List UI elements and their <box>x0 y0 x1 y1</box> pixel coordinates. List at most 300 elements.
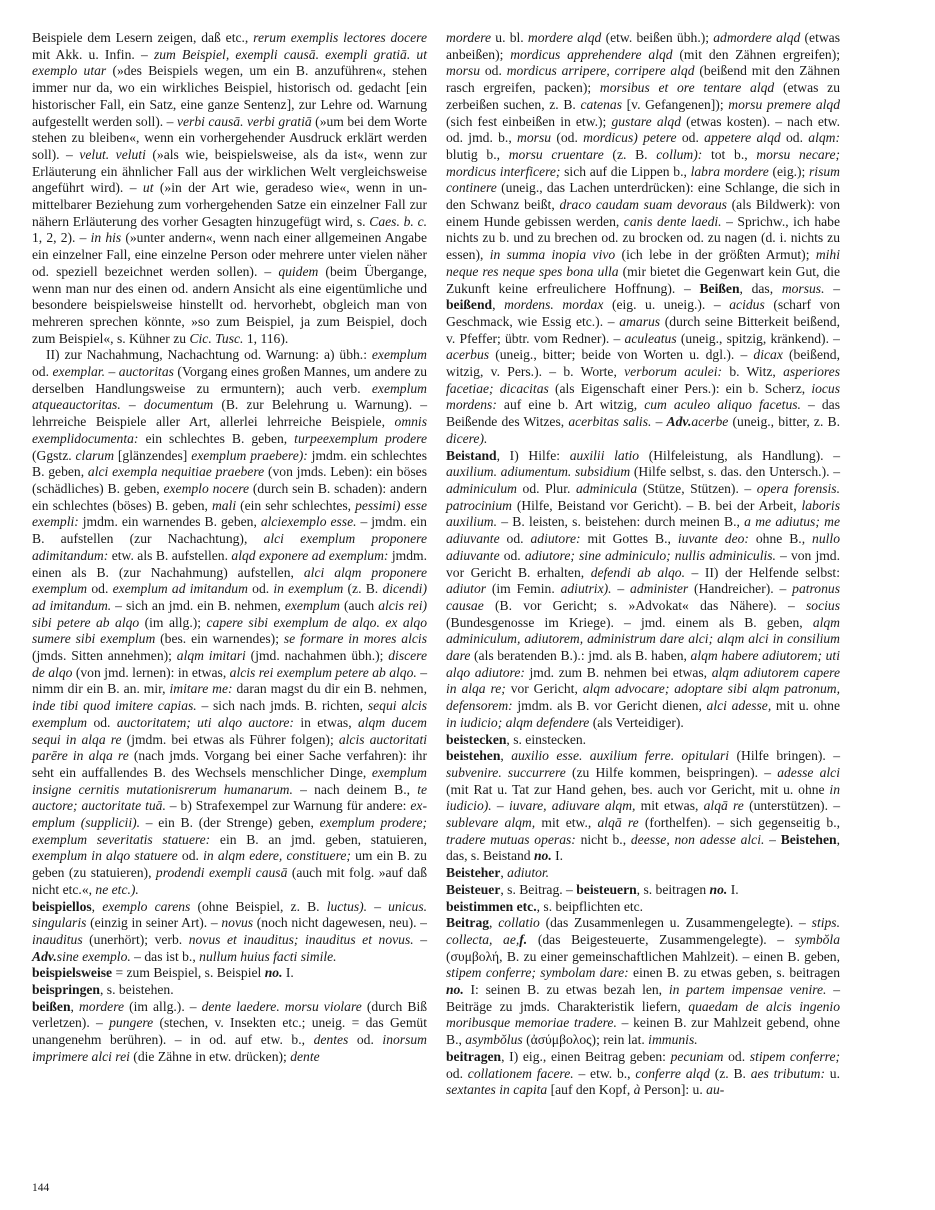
dictionary-entry <box>446 448 840 732</box>
headword: beißend <box>446 297 493 313</box>
entry-text: Beispiele dem Lesern zeigen, daß etc., <box>32 30 254 45</box>
latin-term: asymbŏlus <box>465 1032 523 1048</box>
entry-text: (z. B. <box>709 1065 751 1081</box>
latin-term: labra mordere <box>690 163 769 179</box>
latin-term: alci alqm proponere exemplum <box>32 564 427 597</box>
entry-text: Person]: u. <box>640 1082 707 1098</box>
headword: beistehen <box>446 748 501 764</box>
entry-text: (scharf von Geschmack, wie Essig etc.). – <box>446 297 841 329</box>
latin-term: luctus). <box>326 898 368 914</box>
latin-term: inauditus <box>32 931 83 947</box>
entry-text: (Handreicher). – <box>688 581 793 597</box>
latin-term: inde tibi quod imitere capias. <box>32 698 197 714</box>
latin-term: morsu cruentare <box>508 146 604 162</box>
latin-term: administer <box>630 581 689 597</box>
entry-text: mit Gottes B., <box>580 531 678 547</box>
entry-text: od. <box>87 581 113 597</box>
latin-term: sine exemplo. <box>56 948 131 964</box>
latin-term: exemplum <box>284 597 340 613</box>
dictionary-entry <box>446 748 840 865</box>
dictionary-entry <box>446 899 840 916</box>
entry-text: (beim Übergange, wenn man nur des einen od. andern Ansicht als eine eigentümliche und besondere beispielsweise hinstellt od. hervorhebt, obgleich man von mehreren sprechen könnte, »so zum Beispiel, ja zum Beispiel, doch zum Beispiel«, s. Kühner zu <box>32 263 427 346</box>
latin-term: mordere <box>78 998 125 1014</box>
latin-term: à <box>633 1082 641 1098</box>
latin-term: exemplum <box>371 347 427 363</box>
entry-text: no. <box>264 965 283 981</box>
entry-text: (stechen, v. Insekten etc.; uneig. = das Gemüt unangenehm berühren). – in od. auf etw. b., <box>32 1015 427 1048</box>
entry-text: (etwas kosten). – nach etw. od. jmd. b., <box>446 113 841 146</box>
latin-term: socius <box>806 597 840 613</box>
entry-text: (Vorgang eines großen Mannes, um andere zu derselben Handlungsweise zu ermuntern); auch verb. <box>32 364 428 396</box>
entry-text: (bes. ein warnendes); <box>155 631 284 647</box>
latin-term: prodendi exempli causā <box>155 865 288 881</box>
entry-text: 1, 116). <box>243 330 289 346</box>
entry-text: II) zur Nachahmung, Nachachtung od. Warnung: a) übh.: <box>46 347 372 363</box>
entry-text: (etw. beißen übh.); <box>601 30 714 45</box>
entry-text: (Stütze, Stützen). – <box>637 480 757 496</box>
entry-text: (forthelfen). – sich gegenseitig b., <box>638 815 841 831</box>
entry-text: od. <box>480 63 507 79</box>
entry-text: (die Zähne in etw. drücken); <box>129 1048 291 1064</box>
entry-text: – <box>104 364 119 380</box>
left-column <box>32 30 427 1066</box>
headword: beispringen <box>32 982 100 998</box>
latin-term: mali <box>211 497 237 513</box>
entry-text: (jmdm. bei etwas als Führer folgen); <box>121 731 339 747</box>
entry-text: od. <box>780 130 809 146</box>
dictionary-entry <box>32 999 427 1066</box>
entry-text: (B. vor Gericht; s. »Advokat« das Nähere). – <box>483 597 807 613</box>
latin-term: alqā re <box>703 798 744 814</box>
entry-text: – von jmd. vor Gericht B. erhalten, <box>446 547 840 580</box>
entry-text: – <box>824 280 840 296</box>
entry-text: (unerhört); verb. <box>82 931 189 947</box>
latin-term: catenas <box>580 96 622 112</box>
latin-term: verbi causā. verbi gratiā <box>176 113 312 129</box>
latin-term: deesse, non adesse alci. <box>630 831 765 847</box>
entry-text: – jmdm. ein B. aufstellen (zur Nachachtung), <box>32 514 427 547</box>
entry-text: (als Bildwerk): von einem Hunde gebissen werden, <box>446 197 841 229</box>
entry-text: [glänzendes] <box>114 447 192 463</box>
latin-term: alcis rei) sibi petere ab alqo <box>32 597 427 630</box>
latin-term: imitare me: <box>169 681 233 697</box>
latin-term: exemplum in alqo statuere <box>32 848 178 864</box>
entry-text: , <box>492 297 505 313</box>
latin-term: omnis exemplidocumenta: <box>32 414 427 446</box>
latin-term: cum aculeo aliquo facetus. <box>644 397 801 413</box>
entry-text: , das, s. Beistand <box>446 831 840 864</box>
latin-term: se formare in mores alcis <box>283 631 427 647</box>
headword: Beißen <box>699 280 740 296</box>
latin-term: iocus mordens: <box>446 380 841 413</box>
entry-text: Adv. <box>32 948 57 964</box>
entry-text: mit etwas, <box>635 798 704 814</box>
latin-term: conferre alqd <box>635 1065 710 1081</box>
latin-term: capere sibi exemplum de alqo. ex alqo sumere sibi exemplum <box>32 614 427 647</box>
entry-text: od. <box>499 547 525 563</box>
entry-text: (»in der Art wie, geradeso wie«, wenn in unmittelbarer Beziehung zum vorhergehenden Satze ein einzelner Fall zur nähern Erläuterung des vorher Gesagten hinzugefügt wird, s. <box>32 180 427 229</box>
latin-term: nullo adiuvante <box>446 531 840 563</box>
entry-text: 1, 2, 2). – <box>32 230 91 246</box>
latin-term: defendi ab alqo. <box>590 564 685 580</box>
latin-term: exemplum insigne cernitis mutationisrerum humanarum. <box>32 764 427 797</box>
latin-term: aes tributum: <box>750 1065 825 1081</box>
latin-term: mordicus) petere <box>583 130 677 146</box>
entry-text: – sich nach jmds. B. richten, <box>196 698 368 714</box>
entry-text: – <box>413 931 427 947</box>
latin-term: a me adiutus; me adiuvante <box>446 514 840 547</box>
entry-text: (»des Beispiels wegen, um ein B. anzuführen«, stehen immer nur da, wo ein wirkliches Beispiel, historisch od. gedacht [ein historischer Fall, ein Satz, eine ganze Sentenz], zur Lehre od. Warnung aufgestellt werden soll). – <box>32 63 427 129</box>
latin-term: gustare alqd <box>611 113 681 129</box>
headword: beitragen <box>446 1048 502 1064</box>
entry-text: (durch seine Bitterkeit beißend, v. Pfeffer; übtr. vom Redner). – <box>446 313 840 346</box>
entry-text: I. <box>727 881 739 897</box>
entry-text: no. <box>446 982 464 998</box>
entry-text: (ich lebe in der größten Armut); <box>615 247 816 263</box>
latin-term: turpeexemplum prodere <box>294 430 427 446</box>
entry-text: od. <box>446 1065 468 1081</box>
entry-text: jmdm. einen als B. (zur Nachahmung) aufstellen, <box>32 547 427 580</box>
latin-term: adiutor <box>446 581 487 597</box>
entry-text: (Ggstz. <box>32 447 76 463</box>
latin-term: canis dente laedi. <box>623 213 722 229</box>
page-number: 144 <box>32 1182 50 1194</box>
entry-text: , s. beitragen <box>636 881 710 897</box>
latin-term: quidem <box>278 263 319 279</box>
entry-text: , s. beistehen. <box>99 982 174 998</box>
latin-term: morsibus et ore tentare alqd <box>599 80 775 96</box>
entry-text: u. bl. <box>491 30 528 45</box>
entry-text: (ein sehr schlechtes, <box>236 497 356 513</box>
entry-text: – das Beißende des Witzes, <box>446 397 840 430</box>
latin-term: admordere alqd <box>713 30 801 45</box>
entry-text: – <box>367 898 389 914</box>
latin-term: in iudicio). <box>446 781 840 814</box>
latin-term: ut <box>142 180 154 196</box>
entry-text: – ein B. (der Strenge) geben, <box>140 815 320 831</box>
latin-term: iuvare, adiuvare alqm, <box>508 798 636 814</box>
latin-term: sequi alcis exemplum <box>32 698 427 730</box>
latin-term: mordens. mordax <box>504 297 604 313</box>
entry-text: Adv. <box>666 414 692 430</box>
latin-term: dicere). <box>446 430 488 446</box>
entry-text: blutig b., <box>446 146 509 162</box>
entry-text: od. <box>348 1032 383 1048</box>
latin-term: dicax <box>753 347 783 363</box>
latin-term: mordicus apprehendere alqd <box>510 46 673 62</box>
latin-term: alci exempla nequitiae praebere <box>87 464 265 480</box>
latin-term: adiutor. <box>507 865 550 881</box>
latin-term: auctoritatem; uti alqo auctore: <box>116 714 294 730</box>
latin-term: sublevare alqm, <box>446 815 536 831</box>
latin-term: amarus <box>619 313 661 329</box>
entry-paragraph <box>446 30 840 448</box>
entry-text: (unterstützen). – <box>743 798 840 814</box>
entry-text: (auch <box>339 597 379 613</box>
entry-text: [auf den Kopf, <box>547 1082 634 1098</box>
entry-text: f. <box>519 931 528 947</box>
latin-term: in his <box>90 230 122 246</box>
entry-text: (nach jmds. Vorgang bei einer Sache verfahren): ihr seht ein auffallendes B. des Wechsels menschlicher Dinge, <box>32 748 427 780</box>
headword: beispiellos <box>32 898 92 914</box>
latin-term: adiutore: <box>530 531 581 547</box>
entry-text: (beißend mit den Zähnen rasch ergreifen, packen); <box>446 63 840 96</box>
entry-text: (als Verteidiger). <box>589 714 684 730</box>
entry-text: (auch mit folg. »auf daß nicht etc.«, <box>32 865 427 897</box>
entry-text: od. <box>676 130 705 146</box>
entry-text: (B. zur Belehrung u. Warnung). – lehrreiche Beispiele aller Art, allerlei lehrreiche Beispiele, <box>32 397 427 430</box>
latin-term: in exemplum <box>273 581 344 597</box>
entry-text: , das, <box>739 280 782 296</box>
entry-text: – sich an jmd. ein B. nehmen, <box>111 597 285 613</box>
entry-text: od. <box>247 581 274 597</box>
latin-term: auctoritas <box>118 364 174 380</box>
entry-text: (das Beigesteuerte, Zusammengelegte). – <box>527 931 795 947</box>
latin-term: alci exemplum proponere adimitandum: <box>32 531 427 563</box>
latin-term: documentum <box>143 397 214 413</box>
latin-term: stipem conferre; <box>749 1048 841 1064</box>
entry-text: (mit Rat u. Tat zur Hand gehen, bes. auch vor Gericht, mit u. ohne <box>446 781 830 797</box>
entry-text: etw. als B. aufstellen. <box>108 547 232 563</box>
entry-text: (Hilfeleistung, als Handlung). – <box>639 447 840 463</box>
latin-term: opera forensis. patrocinium <box>446 480 840 513</box>
latin-term: alqm ducem sequi in alqa re <box>32 714 427 747</box>
latin-term: mordicus arripere, corripere alqd <box>506 63 695 79</box>
headword: beistimmen etc. <box>446 898 537 914</box>
latin-term: alciexemplo esse. <box>260 514 357 530</box>
entry-text: – <box>120 397 144 413</box>
entry-text: – Beiträge zu jmds. Charakteristik liefern, <box>446 982 840 1014</box>
latin-term: alci adesse, <box>706 698 772 714</box>
entry-text: [v. Gefangenen]); <box>621 96 729 112</box>
entry-text: – nach deinem B., <box>292 781 418 797</box>
entry-text: (das Zusammenlegen u. Zusammengelegte). – <box>539 915 812 931</box>
headword: Beitrag <box>446 915 490 931</box>
entry-text: (Hilfe selbst, s. das. den Untersch.). – <box>630 464 841 480</box>
entry-text: jmdm. ein schlechtes B. geben, <box>32 447 427 480</box>
headword: beistecken <box>446 731 507 747</box>
entry-text: od. <box>177 848 204 864</box>
entry-text: (»unter andern«, wenn nach einer allgemeinen Angabe ein einzelner Fall, eine einzelne Person oder mehrere unter vielen näher od. speziell bezeichnet werden sollen). – <box>32 230 427 279</box>
entry-text: (mir bietet die Gegenwart kein Gut, die Zukunft keine erfreulichere Hoffnung). – <box>446 263 841 296</box>
dictionary-entry <box>32 965 427 982</box>
entry-text: – <box>491 798 509 814</box>
latin-term: morsu premere alqd <box>728 96 840 112</box>
headword: Beisteher <box>446 865 501 881</box>
dictionary-entry <box>446 865 840 882</box>
dictionary-entry <box>446 1049 840 1099</box>
entry-text: nicht b., <box>575 831 631 847</box>
entry-text: vor Gericht, <box>505 681 583 697</box>
latin-term: alcis auctoritati parēre in alqa re <box>32 731 428 764</box>
entry-text: einen B. zu etwas geben, s. beitragen <box>628 965 840 981</box>
entry-text: (uneig., das Lachen unterdrücken): eine Schlange, die sich in den Schwanz beißt, <box>446 180 840 213</box>
latin-term: aculeatus <box>624 330 677 346</box>
entry-text: – b) Strafexempel zur Warnung für andere: <box>165 798 411 814</box>
entry-text: (etwas anbeißen); <box>446 30 840 62</box>
latin-term: subvenire. succurrere <box>446 764 566 780</box>
entry-text: I. <box>551 848 564 864</box>
latin-term: adesse alci <box>777 764 840 780</box>
latin-term: alqm adminiculum, adiutorem, administrum dare alci; alqm alci in consilium dare <box>446 614 840 664</box>
entry-text: (uneig., bitter; beide von Worten u. dgl.). – <box>489 347 754 363</box>
entry-paragraph <box>32 30 427 347</box>
entry-text: od. <box>499 531 531 547</box>
latin-term: auxilio esse. auxilium ferre. opitulari <box>511 748 730 764</box>
dictionary-entry <box>32 982 427 999</box>
latin-term: sextantes in capita <box>446 1082 548 1098</box>
latin-term: symbŏla <box>794 931 840 947</box>
latin-term: morsu <box>517 130 552 146</box>
latin-term: ne etc.). <box>95 881 139 897</box>
latin-term: in iudicio; alqm defendere <box>446 714 590 730</box>
latin-term: dente <box>290 1048 320 1064</box>
latin-term: alcis rei exemplum petere ab alqo. <box>229 664 417 680</box>
latin-term: exemplum praebere): <box>191 447 308 463</box>
latin-term: mihi neque res neque spes bona ulla <box>446 247 840 279</box>
entry-text: (»um bei dem Worte stehen zu bleiben«, wenn ein vorhergehender Ausdruck erklärt werden soll). – <box>32 113 427 162</box>
latin-term: discere de alqo <box>32 648 427 680</box>
entry-text: (im Femin. <box>486 581 561 597</box>
latin-term: acidus <box>729 297 765 313</box>
latin-term: te auctore; auctoritate tuā. <box>32 781 428 814</box>
entry-text: jmdm. ein warnendes B. geben, <box>78 514 261 530</box>
latin-term: clarum <box>75 447 115 463</box>
latin-term: acerbus <box>446 347 490 363</box>
latin-term: adminiculum <box>446 480 517 496</box>
latin-term: patronus causae <box>446 581 840 613</box>
latin-term: morsus. <box>781 280 825 296</box>
latin-term: dente laedere. morsu violare <box>201 998 362 1014</box>
latin-term: in partem impensae venire. <box>668 982 827 998</box>
headword: beisteuern <box>576 881 637 897</box>
latin-term: velut. veluti <box>79 146 146 162</box>
latin-term: quaedam de alcis ingenio moribusque memoriae tradere. <box>446 998 841 1031</box>
latin-term: tradere mutuas operas: <box>446 831 576 847</box>
entry-text: (eig. u. uneig.). – <box>603 297 730 313</box>
latin-term: alqm habere adiutorem; uti alqo adiutore: <box>446 648 840 680</box>
entry-text: (od. <box>551 130 584 146</box>
entry-text: – <box>651 414 667 430</box>
latin-term: in summa inopia vivo <box>489 247 616 263</box>
latin-term: draco caudam suam devoraus <box>559 197 727 213</box>
entry-text: (beißend, witzig, v. Pers.). – b. Worte, <box>446 347 840 380</box>
entry-text: – II) der Helfende selbst: <box>684 564 840 580</box>
entry-text: , <box>70 998 79 1014</box>
entry-text: od. Plur. <box>516 480 576 496</box>
entry-text: (im allg.); <box>139 614 207 630</box>
latin-term: mordere <box>446 30 492 45</box>
entry-text: ohne B., <box>748 531 813 547</box>
entry-text: od. <box>32 364 53 380</box>
latin-term: exemplo nocere <box>163 480 250 496</box>
latin-term: collum): <box>656 146 703 162</box>
latin-term: alqā re <box>597 815 639 831</box>
entry-text: (einzig in seiner Art). – <box>86 915 222 931</box>
entry-text: mit Akk. u. Infin. – <box>32 46 154 62</box>
latin-term: adiutore; sine adminiculo; nullis adminiculis. <box>524 547 776 563</box>
entry-text: , <box>489 915 499 931</box>
latin-term: adminicula <box>575 480 638 496</box>
latin-term: dentes <box>313 1032 349 1048</box>
entry-text: , I) Hilfe: <box>496 447 570 463</box>
latin-term: pessimi) esse exempli: <box>32 497 427 530</box>
latin-term: auxilii latio <box>569 447 640 463</box>
entry-text: in etwas, <box>293 714 358 730</box>
latin-term: adiutrix). <box>560 581 612 597</box>
entry-text: (von jmds. Leben): ein böses (schädliches) B. geben, <box>32 464 427 496</box>
entry-text: (von jmd. lernen): in etwas, <box>72 664 230 680</box>
entry-text: (jmds. Sitten annehmen); <box>32 648 177 664</box>
headword: Beistand <box>446 447 497 463</box>
entry-text: (eig.); <box>768 163 810 179</box>
latin-term: risum continere <box>446 163 840 196</box>
latin-term: appetere alqd <box>704 130 781 146</box>
entry-text: od. <box>87 714 117 730</box>
entry-text: – etw. b., <box>573 1065 636 1081</box>
entry-text: tot b., <box>702 146 757 162</box>
latin-term: zum Beispiel, exempli causā. exempli gratiā. ut exemplo utar <box>32 46 427 79</box>
latin-term: asperiores facetiae; dicacitas <box>446 364 840 396</box>
latin-term: exemplar. <box>52 364 105 380</box>
latin-term: exemplum atqueauctoritas. <box>32 380 427 413</box>
latin-term: verborum aculei: <box>624 364 723 380</box>
dictionary-entry <box>446 732 840 749</box>
entry-text: sich auf die Lippen b., <box>560 163 691 179</box>
entry-text: I: seinen B. zu etwas bezah len, <box>463 982 669 998</box>
latin-term: alqm advocare; adoptare sibi alqm patronum, defensorem: <box>446 681 841 714</box>
entry-text: (sich fest einbeißen in etw.); <box>446 113 612 129</box>
entry-text: (ἀσύμβολος); rein lat. <box>522 1032 649 1048</box>
latin-term: exemplum prodere; exemplum severitatis statuere: <box>32 815 428 847</box>
latin-term: laboris auxilium. <box>446 497 840 530</box>
latin-term: morsu <box>446 63 480 79</box>
dictionary-entry <box>32 899 427 966</box>
entry-text: – B. leisten, s. beistehen: durch meinen B., <box>496 514 745 530</box>
entry-text: (im allg.). – <box>124 998 202 1014</box>
entry-text: (Hilfe, Beistand vor Gericht). – B. bei der Arbeit, <box>511 497 802 513</box>
entry-text: auf eine b. Art witzig, <box>496 397 645 413</box>
entry-text: – Sprichw., ich habe nichts zu b. und zu brechen od. zu brocken od. zu nagen (d. i. nichts zu essen), <box>446 213 840 263</box>
entry-text: (etwas zu zerbeißen suchen, z. B. <box>446 80 840 112</box>
entry-text: – das ist b., <box>130 948 200 964</box>
entry-text: um ein B. zu geben (zu statuieren), <box>32 848 427 881</box>
latin-term: in alqm edere, constituere; <box>203 848 351 864</box>
entry-text: (durch sein B. schaden): andern ein schlechtes (böses) B. geben, <box>32 480 427 513</box>
entry-text: , <box>500 748 512 764</box>
latin-term: stipem conferre; symbolam dare: <box>446 965 629 981</box>
latin-term: collatio <box>498 915 540 931</box>
latin-term: stips. collecta, ae, <box>446 915 840 947</box>
latin-term: unicus. singularis <box>32 898 428 931</box>
entry-text: – keinen B. zur Mahlzeit gebend, ohne B., <box>446 1015 841 1048</box>
entry-text: , s. einstecken. <box>506 731 587 747</box>
latin-term: Cic. Tusc. <box>189 330 244 346</box>
latin-term: acerbe <box>691 414 729 430</box>
entry-text: (z. B. <box>343 581 383 597</box>
latin-term: alqm imitari <box>176 648 246 664</box>
dictionary-entry <box>446 882 840 899</box>
entry-text: , s. beipflichten etc. <box>536 898 644 914</box>
latin-term: exemplum (supplicii). <box>32 798 427 831</box>
entry-text: – <box>611 581 631 597</box>
entry-text: – nimm dir ein B. an. mir, <box>32 664 428 697</box>
latin-term: mordere alqd <box>527 30 602 45</box>
entry-text: (uneig., bitter, z. B. <box>728 414 840 430</box>
latin-term: novus <box>221 915 254 931</box>
entry-text: = zum Beispiel, s. Beispiel <box>112 965 265 981</box>
latin-term: pecuniam <box>670 1048 724 1064</box>
